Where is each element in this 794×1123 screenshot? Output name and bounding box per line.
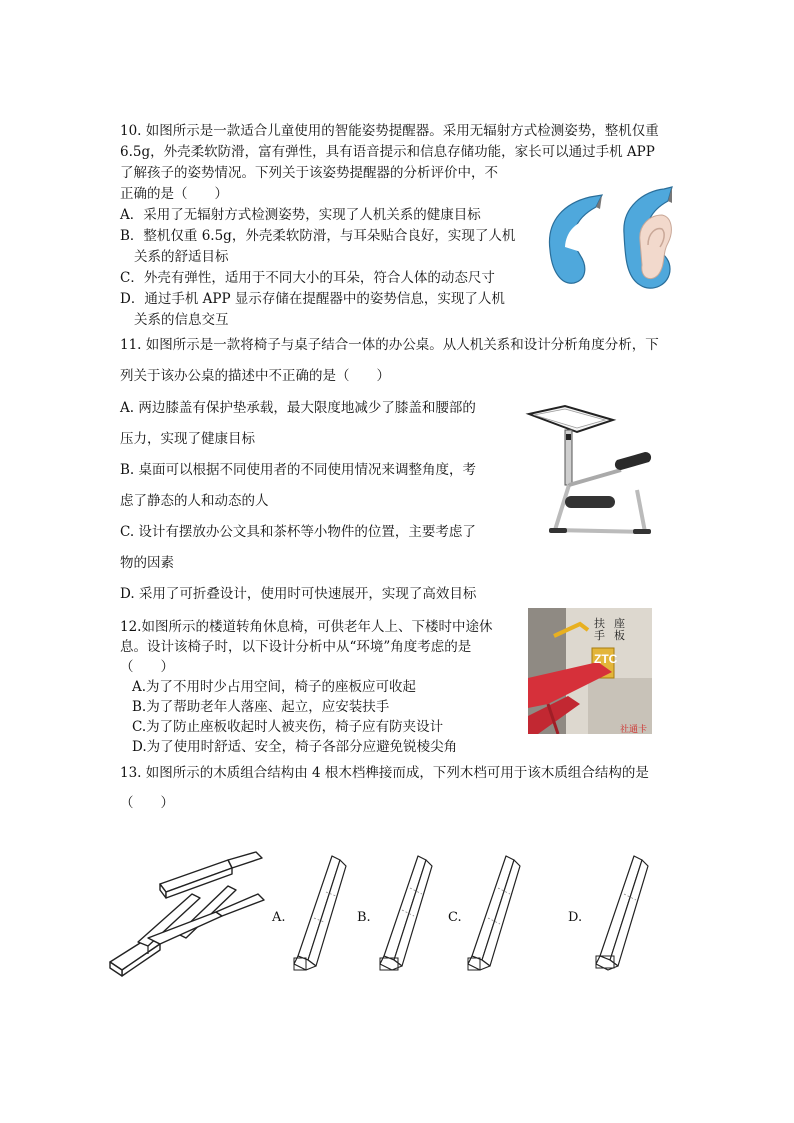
q10-line-4: 正确的是（ ） (120, 186, 228, 202)
q11-option-a-cont: 压力，实现了健康目标 (120, 431, 255, 447)
q11-option-b: B. 桌面可以根据不同使用者的不同使用情况来调整角度，考 (120, 462, 477, 478)
q10-option-d: D．通过手机 APP 显示存储在提醒器中的姿势信息，实现了人机 (120, 291, 505, 307)
choice-c-label: C. (448, 910, 462, 925)
q11-option-c-cont: 物的因素 (120, 555, 174, 571)
q10-option-c: C．外壳有弹性，适用于不同大小的耳朵，符合人体的动态尺寸 (120, 270, 495, 286)
armrest-label: 扶手 (594, 617, 605, 642)
q10-line-2: 6.5g，外壳柔软防滑，富有弹性，具有语音提示和信息存储功能，家长可以通过手机 APP (120, 144, 655, 160)
q11-option-b-cont: 虑了静态的人和动态的人 (120, 493, 269, 509)
q10-option-d-cont: 关系的信息交互 (134, 312, 229, 328)
q11-line-2: 列关于该办公桌的描述中不正确的是（ ） (120, 368, 390, 384)
q10-line-3: 了解孩子的姿势情况。下列关于该姿势提醒器的分析评价中，不 (120, 165, 498, 181)
q10-option-a: A．采用了无辐射方式检测姿势，实现了人机关系的健康目标 (120, 207, 481, 223)
q12-line-3: （ ） (120, 659, 174, 675)
choice-d-bar (590, 852, 650, 976)
seat-board-label: 座板 (614, 617, 625, 642)
q11-option-d: D. 采用了可折叠设计，使用时可快速展开，实现了高效目标 (120, 586, 477, 602)
q13-line-1: 13. 如图所示的木质组合结构由 4 根木档榫接而成，下列木档可用于该木质组合结构的是 (120, 765, 649, 781)
watermark-text: 社通卡 (620, 725, 648, 734)
q12-option-b: B.为了帮助老年人落座、起立，应安装扶手 (132, 699, 390, 715)
q12-line-1: 12.如图所示的楼道转角休息椅，可供老年人上、下楼时中途休 (120, 619, 493, 635)
q12-option-c: C.为了防止座板收起时人被夹伤，椅子应有防夹设计 (132, 719, 444, 735)
q10-option-b-cont: 关系的舒适目标 (134, 249, 229, 265)
q11-option-c: C. 设计有摆放办公文具和茶杯等小物件的位置，主要考虑了 (120, 524, 476, 540)
stair-seat-photo (528, 608, 652, 734)
q10-line-1: 10. 如图所示是一款适合儿童使用的智能姿势提醒器。采用无辐射方式检测姿势，整机仅重 (120, 123, 659, 139)
kneeling-desk-figure (525, 400, 675, 550)
q13-line-2: （ ） (120, 795, 174, 811)
q11-line-1: 11. 如图所示是一款将椅子与桌子结合一体的办公桌。从人机关系和设计分析角度分析，下 (120, 337, 659, 353)
choice-b-label: B. (357, 910, 371, 925)
q12-line-2: 息。设计该椅子时，以下设计分析中从“环境”角度考虑的是 (120, 639, 472, 655)
choice-d-label: D. (568, 910, 583, 925)
posture-reminder-figure (540, 185, 680, 300)
wooden-frame-figure (108, 850, 268, 980)
ztc-logo: ZTC (594, 652, 618, 666)
q11-option-a: A. 两边膝盖有保护垫承载，最大限度地减少了膝盖和腰部的 (120, 400, 476, 416)
choice-c-bar (462, 852, 522, 976)
q10-option-b: B．整机仅重 6.5g，外壳柔软防滑，与耳朵贴合良好，实现了人机 (120, 228, 516, 244)
q12-option-a: A.为了不用时少占用空间，椅子的座板应可收起 (132, 679, 417, 695)
choice-b-bar (374, 852, 434, 976)
choice-a-bar (288, 852, 348, 976)
q12-option-d: D.为了使用时舒适、安全，椅子各部分应避免锐棱尖角 (132, 739, 458, 755)
choice-a-label: A. (272, 910, 286, 925)
